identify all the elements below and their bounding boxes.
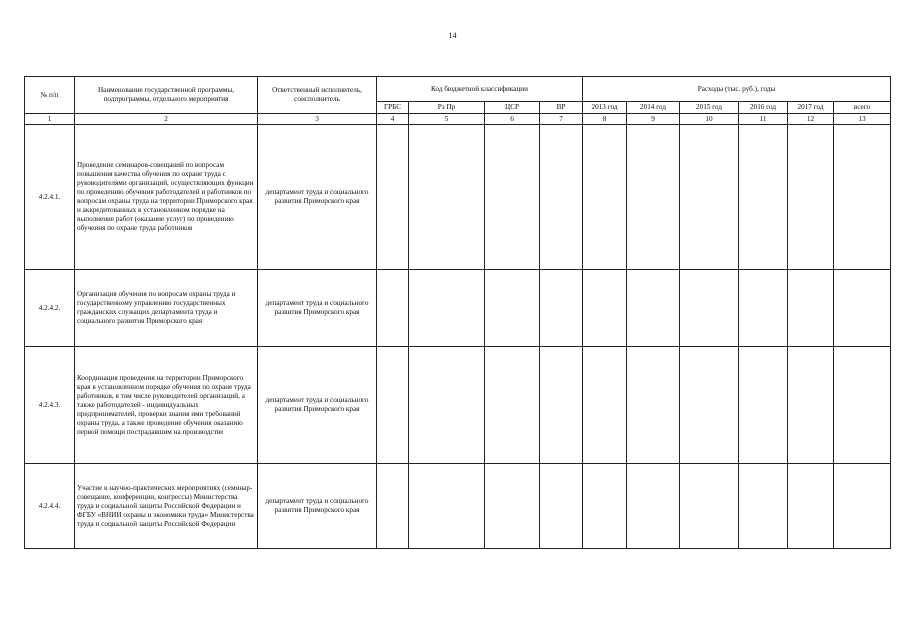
cell-2013	[583, 347, 627, 464]
cell-grbs	[377, 464, 409, 549]
row-executor: департамент труда и социального развития Приморского края	[258, 347, 377, 464]
cell-rzpr	[409, 464, 485, 549]
row-name: Участие в научно-практических мероприятиях (семинар-совещание, конференции, конгрессы) Министерства труда и социальной защиты Российской Федерации и ФГБУ «ВНИИ охраны и экономики труда» Министерства труда и социальной защиты Российской Федерации	[75, 464, 258, 549]
cell-2015	[680, 270, 739, 347]
row-name: Проведение семинаров-совещаний по вопросам повышения качества обучения по охране труда с руководителями организаций, осуществляющих функции по проведению обучения работодателей и работников по вопросам охраны труда на территории Приморского края и аккредитованных в установленном порядке на выполнение работ (оказание услуг) по проведению обучения по охране труда работников	[75, 125, 258, 270]
cell-2015	[680, 125, 739, 270]
col-number: 11	[739, 114, 788, 125]
cell-grbs	[377, 270, 409, 347]
header-budget-code: Код бюджетной классификации	[377, 77, 583, 102]
col-number: 13	[834, 114, 891, 125]
cell-2013	[583, 270, 627, 347]
row-number: 4.2.4.1.	[25, 125, 75, 270]
row-number: 4.2.4.4.	[25, 464, 75, 549]
cell-2014	[627, 270, 680, 347]
cell-rzpr	[409, 347, 485, 464]
col-number: 9	[627, 114, 680, 125]
header-rzpr: Рз Пр	[409, 102, 485, 114]
cell-2013	[583, 125, 627, 270]
row-executor: департамент труда и социального развития Приморского края	[258, 270, 377, 347]
col-number: 3	[258, 114, 377, 125]
row-name: Организация обучения по вопросам охраны труда и государственному управлению государственных гражданских служащих департамента труда и социального развития Приморского края	[75, 270, 258, 347]
header-num: № п/п	[25, 77, 75, 114]
cell-grbs	[377, 125, 409, 270]
cell-vr	[540, 125, 583, 270]
col-number: 2	[75, 114, 258, 125]
row-executor: департамент труда и социального развития Приморского края	[258, 464, 377, 549]
cell-2013	[583, 464, 627, 549]
table-row	[25, 270, 891, 347]
cell-2014	[627, 464, 680, 549]
row-executor: департамент труда и социального развития Приморского края	[258, 125, 377, 270]
budget-table	[24, 76, 891, 549]
cell-2016	[739, 125, 788, 270]
cell-rzpr	[409, 270, 485, 347]
cell-2017	[788, 464, 834, 549]
row-name: Координация проведения на территории Приморского края в установленном порядке обучения по охране труда работников, в том числе руководителей организаций, а также работодателей - индивидуальных предпринимателей, проверки знания ими требований охраны труда, а также проведение обучения оказанию первой помощи пострадавшим на производстве	[75, 347, 258, 464]
col-number: 5	[409, 114, 485, 125]
row-number: 4.2.4.2.	[25, 270, 75, 347]
cell-vr	[540, 464, 583, 549]
cell-csr	[485, 347, 540, 464]
cell-total	[834, 270, 891, 347]
cell-grbs	[377, 347, 409, 464]
row-number: 4.2.4.3.	[25, 347, 75, 464]
page-number: 14	[448, 31, 457, 40]
header-total: всего	[834, 102, 891, 114]
header-executor: Ответственный исполнитель, соисполнитель	[258, 77, 377, 114]
cell-rzpr	[409, 125, 485, 270]
cell-2016	[739, 347, 788, 464]
col-number: 6	[485, 114, 540, 125]
cell-2015	[680, 347, 739, 464]
cell-2017	[788, 347, 834, 464]
cell-total	[834, 347, 891, 464]
cell-total	[834, 464, 891, 549]
cell-csr	[485, 125, 540, 270]
header-year-2016: 2016 год	[739, 102, 788, 114]
header-vr: ВР	[540, 102, 583, 114]
header-grbs: ГРБС	[377, 102, 409, 114]
cell-2017	[788, 125, 834, 270]
cell-2015	[680, 464, 739, 549]
header-expenses: Расходы (тыс. руб.), годы	[583, 77, 891, 102]
header-year-2014: 2014 год	[627, 102, 680, 114]
cell-csr	[485, 464, 540, 549]
table-row	[25, 347, 891, 464]
cell-2014	[627, 347, 680, 464]
cell-2017	[788, 270, 834, 347]
header-year-2013: 2013 год	[583, 102, 627, 114]
header-csr: ЦСР	[485, 102, 540, 114]
cell-2016	[739, 464, 788, 549]
col-number: 1	[25, 114, 75, 125]
col-number: 10	[680, 114, 739, 125]
cell-total	[834, 125, 891, 270]
header-year-2017: 2017 год	[788, 102, 834, 114]
table-row	[25, 125, 891, 270]
col-number: 8	[583, 114, 627, 125]
header-name: Наименование государственной программы, подпрограммы, отдельного мероприятия	[75, 77, 258, 114]
cell-2016	[739, 270, 788, 347]
cell-2014	[627, 125, 680, 270]
cell-vr	[540, 347, 583, 464]
table-row	[25, 464, 891, 549]
col-number: 7	[540, 114, 583, 125]
col-number: 12	[788, 114, 834, 125]
col-number: 4	[377, 114, 409, 125]
cell-vr	[540, 270, 583, 347]
cell-csr	[485, 270, 540, 347]
header-year-2015: 2015 год	[680, 102, 739, 114]
